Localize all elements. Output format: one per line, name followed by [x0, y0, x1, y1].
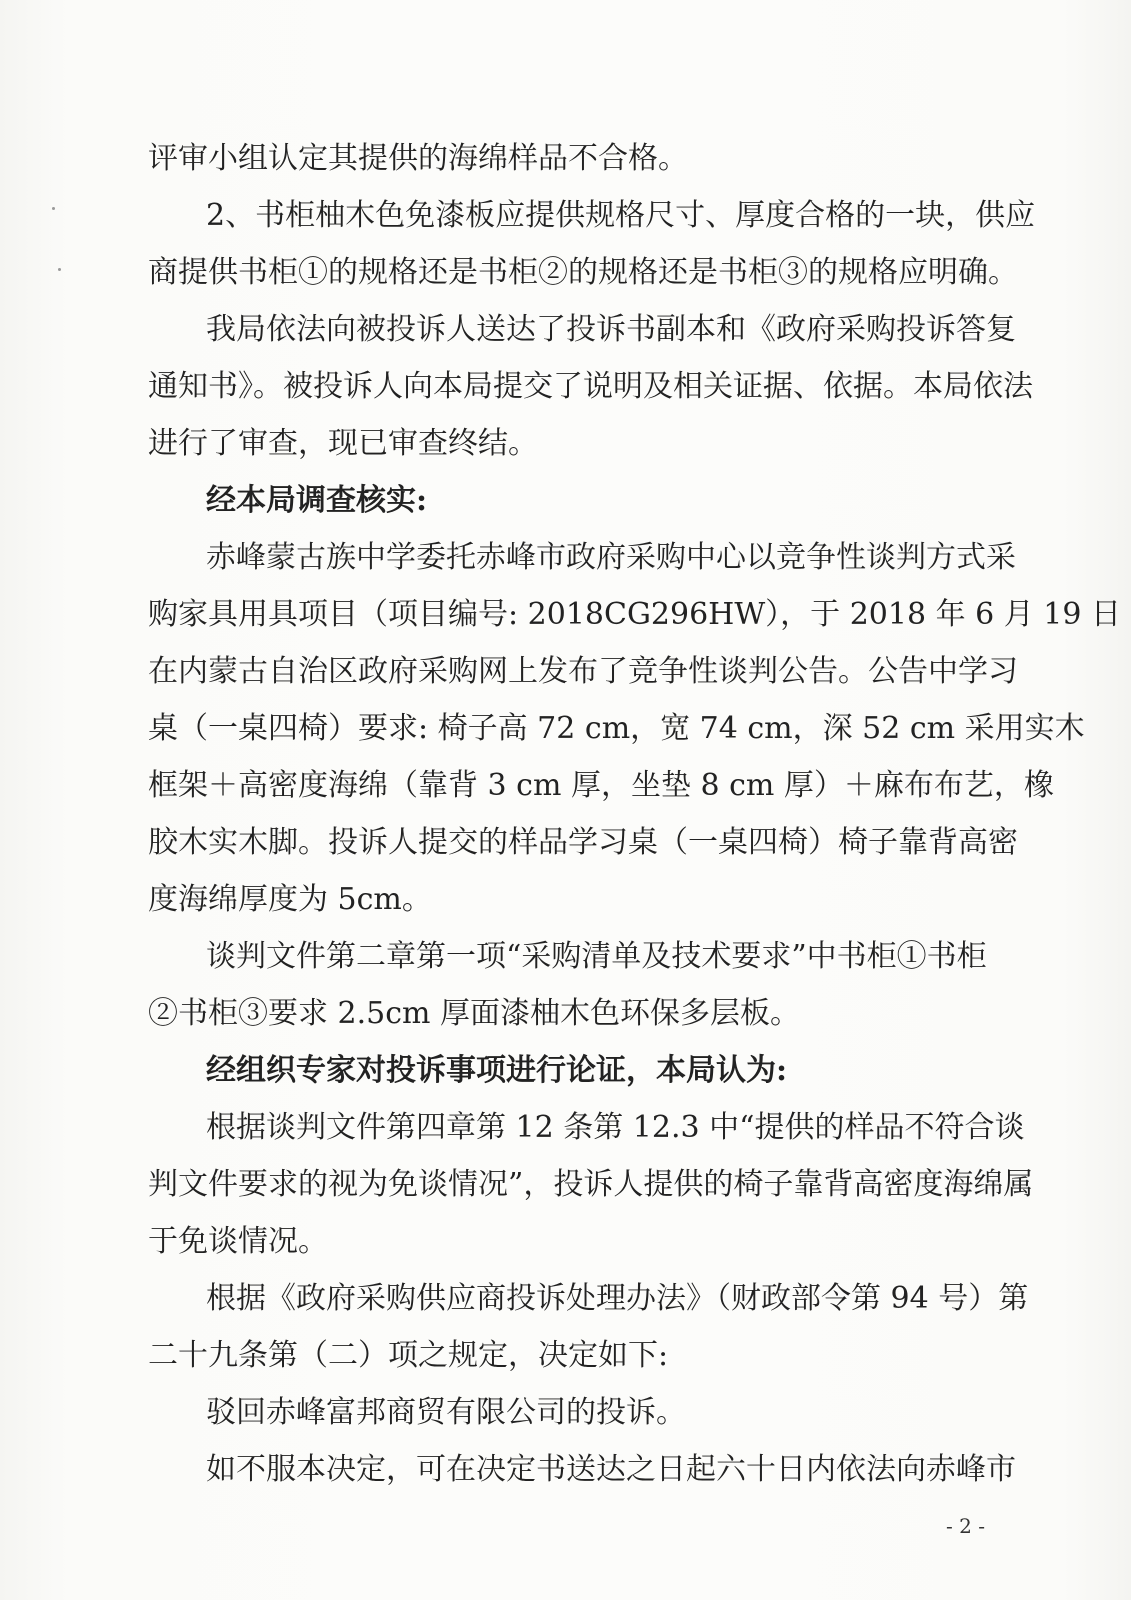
document-body — [148, 130, 1121, 1498]
text-line: 谈判文件第二章第一项“采购清单及技术要求”中书柜①书柜 — [206, 939, 987, 974]
text-line: 于免谈情况。 — [148, 1224, 328, 1259]
text-line: 商提供书柜①的规格还是书柜②的规格还是书柜③的规格应明确。 — [148, 255, 1018, 290]
text-line: 在内蒙古自治区政府采购网上发布了竞争性谈判公告。公告中学习 — [148, 654, 1018, 689]
text-line: 桌（一桌四椅）要求: 椅子高 72 cm，宽 74 cm，深 52 cm 采用实木 — [148, 711, 1085, 746]
text-line: 如不服本决定，可在决定书送达之日起六十日内依法向赤峰市 — [206, 1452, 1016, 1487]
scan-speck — [58, 268, 61, 271]
text-line: 根据《政府采购供应商投诉处理办法》（财政部令第 94 号）第 — [206, 1281, 1029, 1316]
text-line: 框架＋高密度海绵（靠背 3 cm 厚，坐垫 8 cm 厚）＋麻布布艺，橡 — [148, 768, 1054, 803]
page-number: - 2 - — [946, 1514, 985, 1538]
text-line: ②书柜③要求 2.5cm 厚面漆柚木色环保多层板。 — [148, 996, 801, 1031]
text-line: 判文件要求的视为免谈情况”，投诉人提供的椅子靠背高密度海绵属 — [148, 1167, 1034, 1202]
text-line: 根据谈判文件第四章第 12 条第 12.3 中“提供的样品不符合谈 — [206, 1110, 1025, 1145]
section-heading: 经组织专家对投诉事项进行论证，本局认为: — [206, 1053, 788, 1088]
text-line: 评审小组认定其提供的海绵样品不合格。 — [148, 141, 688, 176]
text-line: 赤峰蒙古族中学委托赤峰市政府采购中心以竞争性谈判方式采 — [206, 540, 1016, 575]
text-line: 度海绵厚度为 5cm。 — [148, 882, 432, 917]
text-line: 驳回赤峰富邦商贸有限公司的投诉。 — [206, 1395, 686, 1430]
text-line: 购家具用具项目（项目编号: 2018CG296HW），于 2018 年 6 月 19 日 — [148, 597, 1121, 632]
scan-speck — [52, 207, 55, 210]
text-line: 二十九条第（二）项之规定，决定如下: — [148, 1338, 669, 1373]
text-line: 通知书》。被投诉人向本局提交了说明及相关证据、依据。本局依法 — [148, 369, 1033, 404]
text-line: 我局依法向被投诉人送达了投诉书副本和《政府采购投诉答复 — [206, 312, 1016, 347]
text-line: 胶木实木脚。投诉人提交的样品学习桌（一桌四椅）椅子靠背高密 — [148, 825, 1018, 860]
text-line: 2、书柜柚木色免漆板应提供规格尺寸、厚度合格的一块，供应 — [206, 198, 1036, 233]
section-heading: 经本局调查核实: — [206, 483, 428, 518]
text-line: 进行了审查，现已审查终结。 — [148, 426, 538, 461]
